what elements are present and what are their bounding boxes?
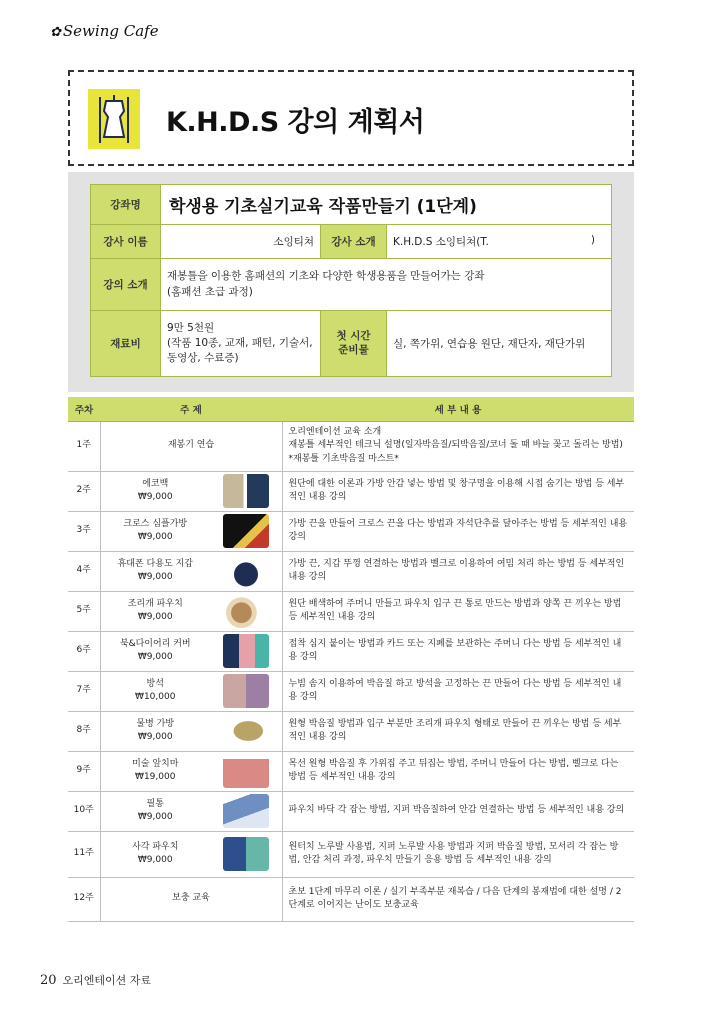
item-name: 휴대폰 다용도 지갑 [117,558,193,569]
topic-cell [100,551,210,591]
page-title: K.H.D.S 강의 계획서 [166,107,425,138]
week-cell: 12주 [68,877,100,921]
material-fee-cell [161,311,321,377]
item-name: 사각 파우치 [132,841,179,852]
week-cell: 3주 [68,511,100,551]
item-price: ₩9,000 [137,652,173,662]
table-row [68,671,634,711]
title-box [68,70,634,166]
detail-cell: 원형 박음질 방법과 입구 부분만 조리개 파우치 형태로 만들어 끈 끼우는 방법 등 세부적인 내용 강의 [282,711,634,751]
lecture-intro-line: 재봉틀을 이용한 홈패션의 기초와 다양한 학생용품을 만들어가는 강좌 [167,269,485,282]
table-row [68,877,634,921]
item-price: ₩9,000 [137,612,173,622]
instructor-intro-label: 강사 소개 [321,225,387,259]
detail-cell [282,421,634,471]
material-fee-line: 9만 5천원 [167,321,215,334]
detail-cell: 가방 끈, 지갑 뚜껑 연결하는 방법과 벨크로 이용하여 여밈 처리 하는 방법 등 세부적인 내용 강의 [282,551,634,591]
item-image-cell [210,551,282,591]
detail-cell: 원단 배색하여 주머니 만들고 파우치 입구 끈 통로 만드는 방법과 양쪽 끈 끼우는 방법 등 세부적인 내용 강의 [282,591,634,631]
item-price: ₩9,000 [137,492,173,502]
supplies-label-line: 준비물 [338,343,369,356]
instructor-name-label: 강사 이름 [91,225,161,259]
week-header: 주차 [68,397,100,421]
table-row [68,751,634,791]
detail-cell: 원터치 노루발 사용법, 지퍼 노루발 사용 방법과 지퍼 박음질 방법, 모서리 각 잡는 방법, 안감 처리 과정, 파우치 만들기 응용 방법 등 세부적인 내용 강의 [282,831,634,877]
detail-cell: 접착 심지 붙이는 방법과 카드 또는 지폐를 보관하는 주머니 다는 방법 등 세부적인 내용 강의 [282,631,634,671]
book-cover-photo [223,634,269,668]
weekly-schedule-table [68,397,634,922]
topic-cell [100,671,210,711]
detail-cell: 가방 끈을 만들어 크로스 끈을 다는 방법과 자석단추를 달아주는 방법 등 세부적인 내용 강의 [282,511,634,551]
item-name: 에코백 [142,478,169,489]
page-footer [40,972,151,988]
week-cell: 2주 [68,471,100,511]
drawstring-pouch-photo [223,594,269,628]
week-cell: 10주 [68,791,100,831]
detail-cell: 원단에 대한 이론과 가방 안감 넣는 방법 및 창구멍을 이용해 시접 숨기는 방법 등 세부적인 내용 강의 [282,471,634,511]
detail-line: 재봉틀 세부적인 테크닉 설명(일자박음질/되박음질/코너 돌 때 바늘 꽂고 돌리는 방법) [288,440,623,451]
cross-bag-photo [223,514,269,548]
topic-cell: 재봉기 연습 [100,421,282,471]
footer-label: 오리엔테이션 자료 [62,974,152,987]
item-image-cell [210,751,282,791]
item-price: ₩9,000 [137,532,173,542]
item-name: 조리개 파우치 [127,598,183,609]
week-cell: 7주 [68,671,100,711]
topic-cell [100,471,210,511]
detail-cell: 초보 1단계 마무리 이론 / 실기 부족부분 재복습 / 다음 단계의 봉재법에 대한 설명 / 2단계로 이어지는 난이도 보충교육 [282,877,634,921]
table-row [68,551,634,591]
item-image-cell [210,831,282,877]
course-info-panel [68,172,634,392]
square-pouch-photo [223,837,269,871]
item-price: ₩9,000 [137,732,173,742]
item-price: ₩9,000 [137,812,173,822]
table-row [68,471,634,511]
topic-cell [100,631,210,671]
week-cell: 11주 [68,831,100,877]
detail-cell: 파우치 바닥 각 잡는 방법, 지퍼 박음질하여 안감 연결하는 방법 등 세부적인 내용 강의 [282,791,634,831]
table-row [68,831,634,877]
table-row [68,631,634,671]
lecture-intro-cell [161,259,612,311]
lecture-intro-line: (홈패션 초급 과정) [167,285,253,298]
item-price: ₩19,000 [135,772,176,782]
topic-cell: 보충 교육 [100,877,282,921]
week-cell: 8주 [68,711,100,751]
item-image-cell [210,711,282,751]
brand-logo [50,22,159,40]
item-image-cell [210,591,282,631]
week-cell: 5주 [68,591,100,631]
cushion-photo [223,674,269,708]
table-row [68,791,634,831]
item-name: 필통 [146,798,164,809]
table-row [68,591,634,631]
apron-photo [223,754,269,788]
bottle-bag-photo [223,714,269,748]
detail-header: 세 부 내 용 [282,397,634,421]
item-name: 물병 가방 [136,718,175,729]
table-row [68,511,634,551]
topic-header: 주 제 [100,397,282,421]
item-name: 북&다이어리 커버 [119,638,191,649]
supplies-value: 실, 쪽가위, 연습용 원단, 재단자, 재단가위 [387,311,612,377]
detail-cell: 누빔 솜지 이용하여 박음질 하고 방석을 고정하는 끈 만들어 다는 방법 등 세부적인 내용 강의 [282,671,634,711]
page-number: 20 [40,973,57,988]
topic-cell [100,831,210,877]
item-image-cell [210,791,282,831]
instructor-intro-close: ) [590,234,595,246]
dress-form-icon [88,89,140,149]
course-info-table [90,184,612,377]
item-name: 미술 앞치마 [132,758,179,769]
detail-line: 오리엔테이션 교육 소개 [288,426,382,437]
item-price: ₩10,000 [135,692,176,702]
topic-cell [100,591,210,631]
topic-cell [100,511,210,551]
detail-line: *재봉틀 기초박음질 마스트* [288,453,399,464]
phone-wallet-photo [223,554,269,588]
supplies-label-line: 첫 시간 [336,329,371,342]
course-name-value: 학생용 기초실기교육 작품만들기 (1단계) [161,185,612,225]
material-fee-line: (작품 10종, 교재, 패턴, 기술서, [167,336,313,349]
week-cell: 9주 [68,751,100,791]
table-row [68,711,634,751]
supplies-label [321,311,387,377]
pencil-case-photo [223,794,269,828]
week-cell: 4주 [68,551,100,591]
item-image-cell [210,511,282,551]
topic-cell [100,751,210,791]
instructor-intro-cell [387,225,612,259]
week-cell: 6주 [68,631,100,671]
flower-icon: ✿ [50,25,61,40]
eco-bag-photo [223,474,269,508]
item-image-cell [210,631,282,671]
table-row [68,421,634,471]
item-name: 크로스 심플가방 [123,518,188,529]
instructor-name-value: 소잉티쳐 [161,225,321,259]
week-cell: 1주 [68,421,100,471]
item-price: ₩9,000 [137,855,173,865]
item-image-cell [210,671,282,711]
lecture-intro-label: 강의 소개 [91,259,161,311]
topic-cell [100,711,210,751]
topic-cell [100,791,210,831]
material-fee-label: 재료비 [91,311,161,377]
material-fee-line: 동영상, 수료증) [167,352,239,365]
item-image-cell [210,471,282,511]
course-name-label: 강좌명 [91,185,161,225]
logo-text: Sewing Cafe [62,22,159,40]
item-price: ₩9,000 [137,572,173,582]
instructor-intro-value: K.H.D.S 소잉티쳐(T. [393,236,489,248]
detail-cell: 목선 원형 박음질 후 가위집 주고 뒤집는 방법, 주머니 만들어 다는 방법, 벨크로 다는 방법 등 세부적인 내용 강의 [282,751,634,791]
item-name: 방석 [146,678,164,689]
